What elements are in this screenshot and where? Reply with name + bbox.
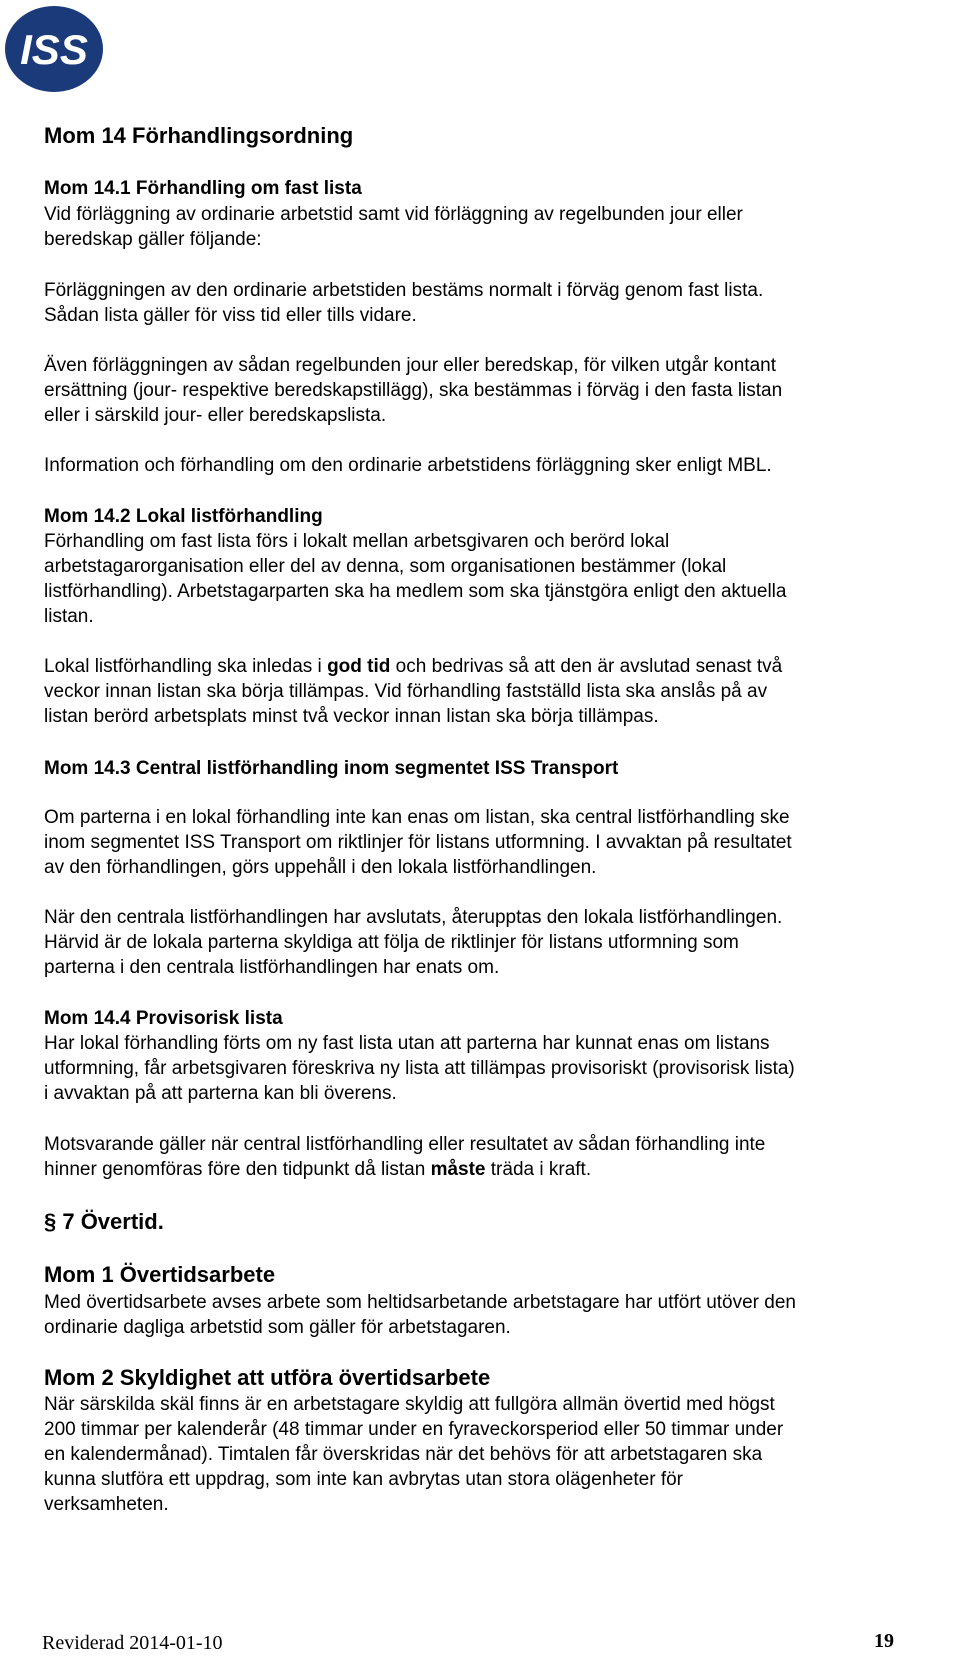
paragraph-line: När den centrala listförhandlingen har avslutats, återupptas den lokala listförhandlingen.	[44, 907, 783, 928]
paragraph-line: Sådan lista gäller för viss tid eller tills vidare.	[44, 305, 417, 326]
paragraph-line: hinner genomföras före den tidpunkt då listan måste träda i kraft.	[44, 1159, 592, 1180]
bold-phrase: god tid	[327, 656, 391, 677]
paragraph-line: Om parterna i en lokal förhandling inte kan enas om listan, ska central listförhandling ske	[44, 807, 790, 828]
paragraph-line: När särskilda skäl finns är en arbetstagare skyldig att fullgöra allmän övertid med högst	[44, 1394, 775, 1415]
paragraph-line: Förhandling om fast lista förs i lokalt mellan arbetsgivaren och berörd lokal	[44, 531, 670, 552]
paragraph-line: en kalendermånad). Timtalen får överskridas när det behövs för att arbetstagaren ska	[44, 1444, 763, 1465]
section-14-4-title: Mom 14.4 Provisorisk lista	[44, 1008, 283, 1029]
paragraph-line: Även förläggningen av sådan regelbunden jour eller beredskap, för vilken utgår kontant	[44, 355, 776, 376]
paragraph-line: Lokal listförhandling ska inledas i god tid och bedrivas så att den är avslutad senast två	[44, 656, 783, 677]
paragraph-line: Med övertidsarbete avses arbete som heltidsarbetande arbetstagare har utfört utöver den	[44, 1292, 796, 1313]
chapter-heading: Mom 14 Förhandlingsordning	[44, 123, 354, 148]
paragraph-line: Har lokal förhandling förts om ny fast lista utan att parterna har kunnat enas om listans	[44, 1033, 770, 1054]
paragraph-line: beredskap gäller följande:	[44, 229, 262, 250]
paragraph-line: inom segmentet ISS Transport om riktlinjer för listans utformning. I avvaktan på resultatet	[44, 832, 792, 853]
paragraph-line: ordinarie dagliga arbetstid som gäller för arbetstagaren.	[44, 1317, 511, 1338]
paragraph-line: Härvid är de lokala parterna skyldiga att följa de riktlinjer för listans utformning som	[44, 932, 739, 953]
section-14-2-title: Mom 14.2 Lokal listförhandling	[44, 506, 323, 527]
mom-2-title: Mom 2 Skyldighet att utföra övertidsarbete	[44, 1365, 491, 1390]
paragraph-line: av den förhandlingen, görs uppehåll i den lokala listförhandlingen.	[44, 857, 597, 878]
paragraph-line: Förläggningen av den ordinarie arbetstiden bestäms normalt i förväg genom fast lista.	[44, 280, 764, 301]
section-14-3-title: Mom 14.3 Central listförhandling inom segmentet ISS Transport	[44, 758, 619, 779]
paragraph-line: listförhandling). Arbetstagarparten ska ha medlem som ska tjänstgöra enligt den aktuella	[44, 581, 787, 602]
paragraph-line: ersättning (jour- respektive beredskapstillägg), ska bestämmas i förväg i den fasta listan	[44, 380, 783, 401]
paragraph-line: i avvaktan på att parterna kan bli överens.	[44, 1083, 397, 1104]
paragraph-line: parterna i den centrala listförhandlingen har enats om.	[44, 957, 500, 978]
paragraph-line: veckor innan listan ska börja tillämpas. Vid förhandling fastställd lista ska anslås på av	[44, 681, 768, 702]
paragraph-line: Motsvarande gäller när central listförhandling eller resultatet av sådan förhandling inte	[44, 1134, 766, 1155]
mom-1-title: Mom 1 Övertidsarbete	[44, 1262, 276, 1287]
revision-date: Reviderad 2014-01-10	[42, 1632, 223, 1654]
iss-logo-text: ISS	[20, 26, 88, 73]
iss-logo	[4, 4, 104, 94]
paragraph-line: utformning, får arbetsgivaren föreskriva ny lista att tillämpas provisoriskt (provisorisk lista)	[44, 1058, 795, 1079]
bold-word: måste	[430, 1159, 486, 1180]
paragraph-line: arbetstagarorganisation eller del av denna, som organisationen bestämmer (lokal	[44, 556, 727, 577]
paragraph-line: listan.	[44, 606, 94, 627]
paragraph-line: eller i särskild jour- eller beredskapslista.	[44, 405, 387, 426]
paragraph-line: listan berörd arbetsplats minst två veckor innan listan ska börja tillämpas.	[44, 706, 659, 727]
page-number: 19	[874, 1630, 894, 1652]
paragraph-line: Information och förhandling om den ordinarie arbetstidens förläggning sker enligt MBL.	[44, 455, 772, 476]
paragraph-line: 200 timmar per kalenderår (48 timmar under en fyraveckorsperiod eller 50 timmar under	[44, 1419, 784, 1440]
paragraph-line: Vid förläggning av ordinarie arbetstid samt vid förläggning av regelbunden jour eller	[44, 204, 743, 225]
section-7-heading: § 7 Övertid.	[44, 1209, 164, 1234]
section-14-1-title: Mom 14.1 Förhandling om fast lista	[44, 178, 362, 199]
paragraph-line: kunna slutföra ett uppdrag, som inte kan avbrytas utan stora olägenheter för	[44, 1469, 683, 1490]
paragraph-line: verksamheten.	[44, 1494, 169, 1515]
